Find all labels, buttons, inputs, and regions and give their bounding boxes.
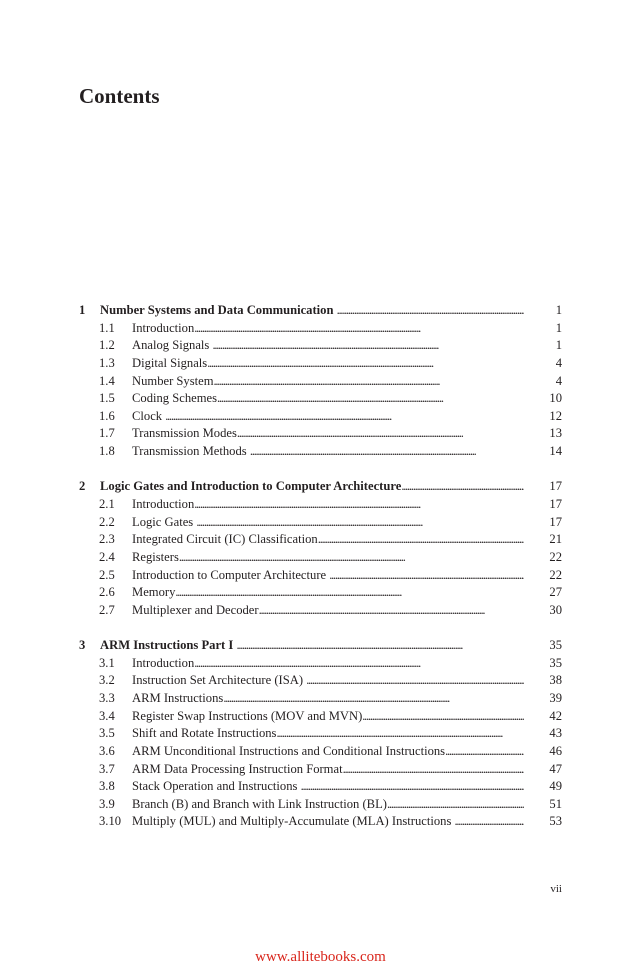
toc-section-entry[interactable] [79,320,562,338]
toc-section-entry[interactable] [79,425,562,443]
page-number: 4 [555,355,562,370]
section-number: 1.1 [99,320,115,335]
page-number: 21 [549,532,562,547]
section-number: 1.3 [99,355,115,370]
toc-section-entry[interactable] [79,390,562,408]
section-title: Transmission Modes [132,426,237,441]
section-number: 3.3 [99,691,115,705]
page-number: 17 [549,514,562,529]
page-number: 10 [549,391,562,406]
section-number: 3.4 [99,708,115,723]
section-number: 3.6 [99,743,115,758]
section-number: 1.2 [99,338,115,353]
toc-section-entry[interactable] [79,408,562,426]
section-number: 2.3 [99,532,115,547]
section-number: 2.6 [99,585,115,600]
chapter-number: 3 [79,638,86,653]
section-title: Logic Gates [132,514,194,529]
table-of-contents [79,302,562,849]
page-title: Contents [79,84,160,108]
section-title: Transmission Methods [132,444,247,459]
section-title: Memory [132,585,176,600]
section-number: 1.4 [99,373,115,388]
toc-section-entry[interactable] [79,743,562,761]
section-number: 1.8 [99,444,115,459]
page-number: 35 [549,638,562,653]
page-number: 27 [549,585,562,600]
section-title: ARM Data Processing Instruction Format [132,761,343,776]
page-number: 47 [549,761,562,776]
page-number: 1 [555,320,562,335]
section-title: Register Swap Instructions (MOV and MVN) [132,708,363,723]
section-number: 3.5 [99,726,115,741]
section-title: Shift and Rotate Instructions [132,726,277,741]
toc-section-entry[interactable] [79,672,562,690]
section-title: Stack Operation and Instructions [132,779,298,794]
section-title: Branch (B) and Branch with Link Instruction (BL) [132,796,387,811]
section-title: Registers [132,549,179,564]
chapter-number: 1 [79,303,86,317]
page-number: 39 [549,691,562,705]
section-title: Introduction [132,655,195,670]
toc-section-entry[interactable] [79,690,562,708]
page-number: 1 [555,303,562,317]
section-title: Introduction to Computer Architecture [132,567,327,582]
page-number: 12 [549,408,562,423]
chapter-title: Number Systems and Data Communication [100,303,334,317]
toc-chapter-1 [79,302,562,461]
section-number: 2.5 [99,567,115,582]
toc-section-entry[interactable] [79,584,562,602]
toc-section-entry[interactable] [79,602,562,620]
toc-section-entry[interactable] [79,337,562,355]
toc-section-entry[interactable] [79,708,562,726]
page-number: 17 [549,497,562,511]
page-number: 38 [549,673,562,688]
toc-section-entry[interactable] [79,531,562,549]
toc-chapter-entry[interactable] [79,478,562,496]
footer-link[interactable]: www.allitebooks.com [255,949,386,965]
section-title: Number System [132,373,214,388]
section-title: Multiplexer and Decoder [132,602,259,617]
toc-section-entry[interactable] [79,496,562,514]
page-number: 17 [549,479,562,494]
page-number: 1 [555,338,562,353]
section-number: 2.1 [99,497,115,511]
section-number: 3.10 [99,814,122,829]
section-title: Digital Signals [132,355,208,370]
page-number: 13 [549,426,562,441]
toc-chapter-entry[interactable] [79,637,562,655]
chapter-title: Logic Gates and Introduction to Computer Architecture [100,479,402,494]
section-title: Introduction [132,320,195,335]
section-number: 2.4 [99,549,115,564]
section-number: 3.9 [99,796,115,811]
section-title: Integrated Circuit (IC) Classification [132,532,318,547]
section-number: 3.2 [99,673,115,688]
toc-section-entry[interactable] [79,549,562,567]
toc-section-entry[interactable] [79,725,562,743]
section-title: Introduction [132,497,195,511]
page-number: 4 [555,373,562,388]
toc-section-entry[interactable] [79,655,562,673]
section-number: 3.1 [99,655,115,670]
section-number: 3.7 [99,761,115,776]
page-number: 43 [549,726,562,741]
section-number: 1.5 [99,391,115,406]
toc-section-entry[interactable] [79,813,562,831]
toc-chapter-entry[interactable] [79,302,562,320]
toc-section-entry[interactable] [79,514,562,532]
toc-section-entry[interactable] [79,796,562,814]
toc-section-entry[interactable] [79,761,562,779]
page-number: 35 [549,655,562,670]
section-number: 1.7 [99,426,115,441]
toc-section-entry[interactable] [79,443,562,461]
toc-section-entry[interactable] [79,355,562,373]
toc-chapter-2 [79,478,562,619]
toc-section-entry[interactable] [79,373,562,391]
section-title: Analog Signals [132,338,210,353]
section-title: Multiply (MUL) and Multiply-Accumulate (MLA) Instructions [132,814,452,829]
page-number: 30 [549,602,562,617]
page-number: 49 [549,779,562,794]
page-number: 22 [549,567,562,582]
page-number: 51 [549,796,562,811]
toc-section-entry[interactable] [79,778,562,796]
toc-section-entry[interactable] [79,567,562,585]
section-number: 2.2 [99,514,115,529]
page-number: 42 [549,708,562,723]
page-number: 53 [549,814,562,829]
page-number: 14 [549,444,562,459]
toc-chapter-3 [79,637,562,831]
chapter-number: 2 [79,479,86,494]
section-number: 1.6 [99,408,115,423]
page-number: 22 [549,549,562,564]
section-title: Instruction Set Architecture (ISA) [132,673,304,688]
section-number: 2.7 [99,602,115,617]
section-number: 3.8 [99,779,115,794]
section-title: ARM Instructions [132,691,224,705]
page-number: 46 [549,743,562,758]
roman-page-number: vii [550,883,562,895]
chapter-title: ARM Instructions Part I [100,638,234,653]
section-title: Coding Schemes [132,391,218,406]
section-title: ARM Unconditional Instructions and Conditional Instructions [132,743,446,758]
section-title: Clock [132,408,163,423]
